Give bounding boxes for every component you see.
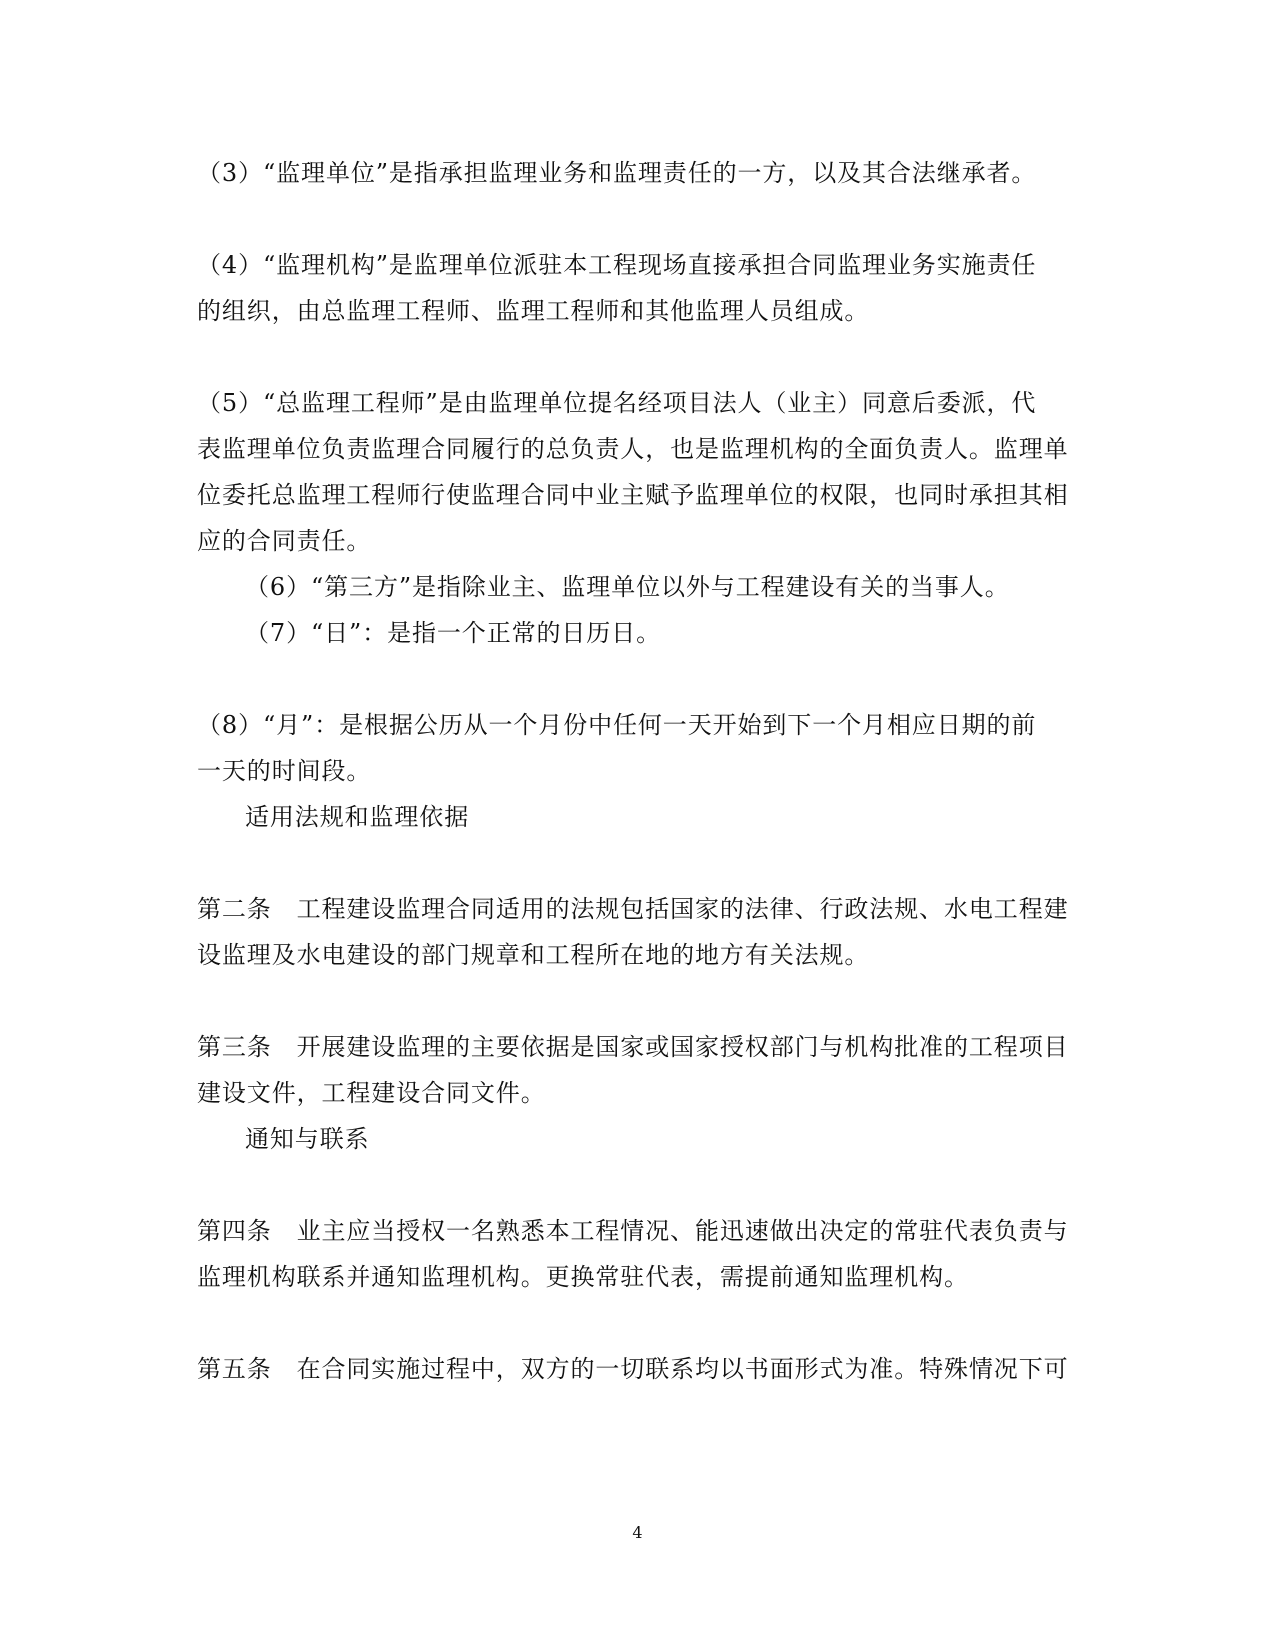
article-2-line-2: 设监理及水电建设的部门规章和工程所在地的地方有关法规。 — [197, 941, 870, 969]
article-4-line-2: 监理机构联系并通知监理机构。更换常驻代表，需提前通知监理机构。 — [197, 1263, 969, 1291]
section-heading-notice-contact: 通知与联系 — [245, 1125, 370, 1153]
section-heading-applicable-laws: 适用法规和监理依据 — [245, 803, 470, 831]
clause-definition-chief-engineer-line-3: 位委托总监理工程师行使监理合同中业主赋予监理单位的权限，也同时承担其相 — [197, 481, 1069, 509]
article-5-line-1: 第五条 在合同实施过程中，双方的一切联系均以书面形式为准。特殊情况下可 — [197, 1355, 1069, 1383]
article-2-line-1: 第二条 工程建设监理合同适用的法规包括国家的法律、行政法规、水电工程建 — [197, 895, 1069, 923]
clause-definition-chief-engineer-line-4: 应的合同责任。 — [197, 527, 372, 555]
clause-definition-month-line-2: 一天的时间段。 — [197, 757, 372, 785]
article-3-line-2: 建设文件，工程建设合同文件。 — [197, 1079, 546, 1107]
clause-definition-supervision-agency-line-2: 的组织，由总监理工程师、监理工程师和其他监理人员组成。 — [197, 297, 870, 325]
clause-definition-supervision-agency-line-1: （4）“监理机构”是监理单位派驻本工程现场直接承担合同监理业务实施责任 — [197, 251, 1037, 279]
clause-definition-day: （7）“日”：是指一个正常的日历日。 — [245, 619, 662, 647]
article-4-line-1: 第四条 业主应当授权一名熟悉本工程情况、能迅速做出决定的常驻代表负责与 — [197, 1217, 1069, 1245]
clause-definition-chief-engineer-line-1: （5）“总监理工程师”是由监理单位提名经项目法人（业主）同意后委派，代 — [197, 389, 1037, 417]
page-number: 4 — [632, 1523, 643, 1542]
clause-definition-supervision-unit: （3）“监理单位”是指承担监理业务和监理责任的一方，以及其合法继承者。 — [197, 159, 1037, 187]
clause-definition-third-party: （6）“第三方”是指除业主、监理单位以外与工程建设有关的当事人。 — [245, 573, 1010, 601]
article-3-line-1: 第三条 开展建设监理的主要依据是国家或国家授权部门与机构批准的工程项目 — [197, 1033, 1069, 1061]
clause-definition-month-line-1: （8）“月”：是根据公历从一个月份中任何一天开始到下一个月相应日期的前 — [197, 711, 1037, 739]
clause-definition-chief-engineer-line-2: 表监理单位负责监理合同履行的总负责人，也是监理机构的全面负责人。监理单 — [197, 435, 1069, 463]
